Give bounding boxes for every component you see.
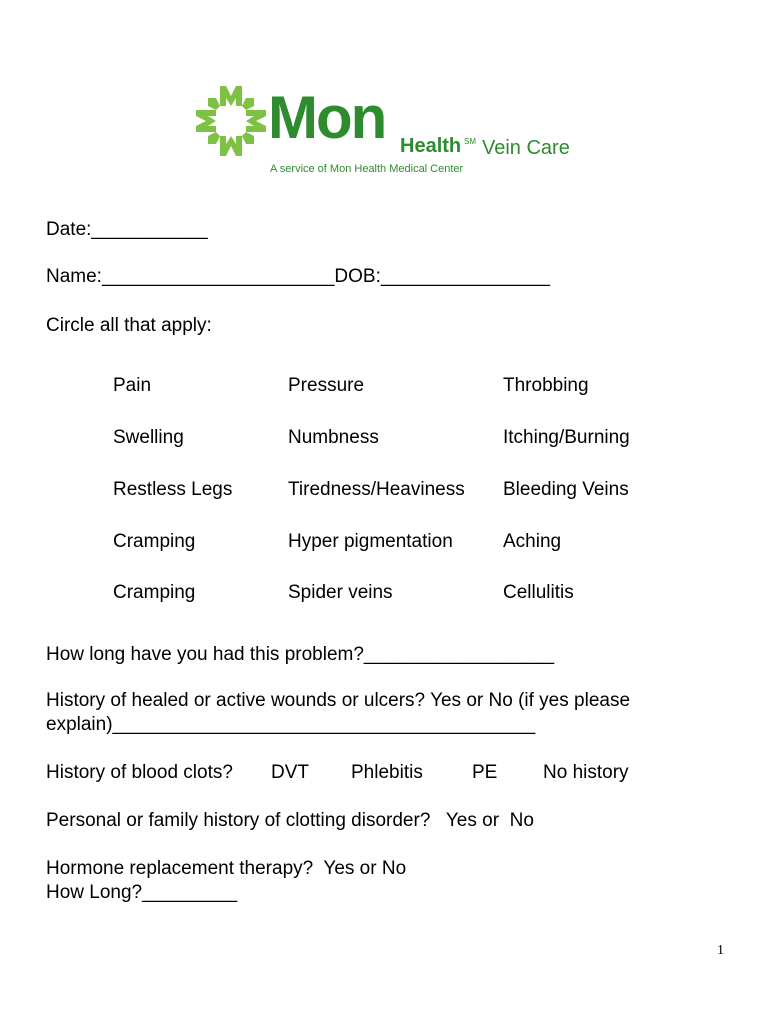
clots-option-phlebitis[interactable]: Phlebitis [351, 762, 423, 783]
problem-duration-question[interactable]: How long have you had this problem?__________________ [46, 644, 555, 665]
symptom-option[interactable]: Pain [113, 375, 152, 396]
symptom-option[interactable]: Pressure [288, 375, 365, 396]
star-leaf-logo-icon [196, 86, 266, 156]
symptom-option[interactable]: Spider veins [288, 582, 393, 603]
symptom-option[interactable]: Restless Legs [113, 479, 233, 500]
clots-option-pe[interactable]: PE [472, 762, 498, 783]
clotting-disorder-question[interactable]: Personal or family history of clotting disorder? Yes or No [46, 810, 534, 831]
symptom-option[interactable]: Itching/Burning [503, 427, 630, 448]
symptom-option[interactable]: Numbness [288, 427, 379, 448]
name-dob-field-line[interactable]: Name:______________________DOB:________________ [46, 266, 550, 287]
symptom-option[interactable]: Throbbing [503, 375, 589, 396]
mon-health-logo [196, 86, 576, 178]
symptom-option[interactable]: Aching [503, 531, 562, 552]
blood-clots-question: History of blood clots? [46, 762, 233, 783]
hormone-therapy-question[interactable]: Hormone replacement therapy? Yes or No [46, 858, 407, 879]
symptom-option[interactable]: Cramping [113, 582, 196, 603]
logo-tagline: A service of Mon Health Medical Center [270, 163, 464, 175]
symptom-option[interactable]: Bleeding Veins [503, 479, 629, 500]
logo-brand-health: Health [400, 135, 462, 157]
page-number: 1 [717, 943, 724, 958]
clots-option-no-history[interactable]: No history [543, 762, 629, 783]
clots-option-dvt[interactable]: DVT [271, 762, 309, 783]
logo-brand-mon: Mon [268, 84, 386, 151]
logo-service-mark: SM [464, 137, 476, 146]
logo-brand-vein-care: Vein Care [482, 137, 570, 159]
symptom-option[interactable]: Tiredness/Heaviness [288, 479, 465, 500]
hormone-duration-field[interactable]: How Long?_________ [46, 882, 238, 903]
symptom-option[interactable]: Swelling [113, 427, 184, 448]
symptom-option[interactable]: Cellulitis [503, 582, 574, 603]
wounds-question: History of healed or active wounds or ulcers? Yes or No (if yes please [46, 690, 631, 711]
wounds-explain-field[interactable]: explain)________________________________________ [46, 714, 536, 735]
circle-instruction: Circle all that apply: [46, 315, 212, 336]
date-field-line[interactable]: Date:___________ [46, 219, 208, 240]
symptom-option[interactable]: Cramping [113, 531, 196, 552]
symptom-option[interactable]: Hyper pigmentation [288, 531, 453, 552]
